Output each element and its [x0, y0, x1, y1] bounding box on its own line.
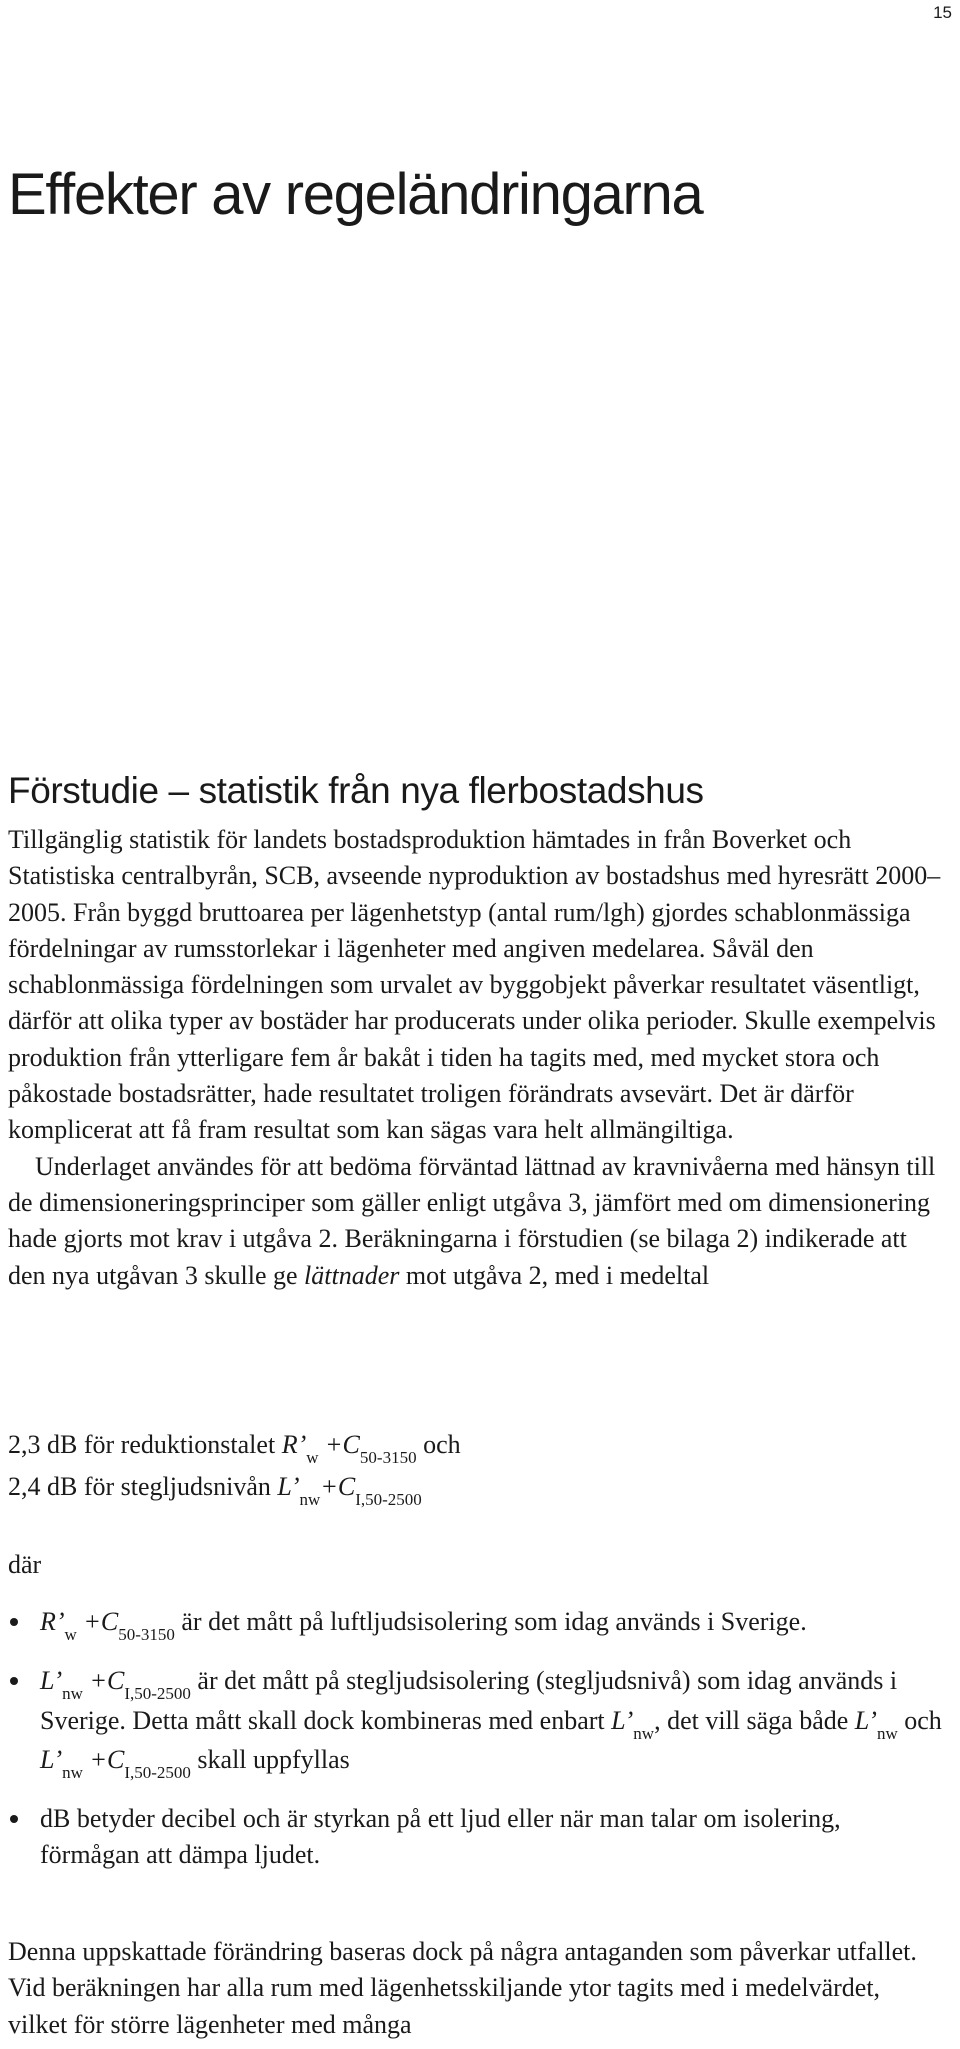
symbol-plus-c: +C — [89, 1666, 125, 1696]
symbol-l-prime: L’ — [611, 1705, 634, 1735]
subscript-ci-range: I,50-2500 — [124, 1684, 191, 1704]
list-item — [8, 1663, 943, 1781]
paragraph-forandring: Denna uppskattade förändring baseras dock på några antaganden som påverkar utfallet. Vid beräkningen har alla rum med lägenhetsskiljande ytor tagits med i medelvärdet, vilket för större lägenheter med många — [8, 1937, 917, 2039]
list-item-text: dB betyder decibel och är styrkan på ett ljud eller när man talar om isolering, förmågan att dämpa ljudet. — [40, 1804, 841, 1870]
symbol-plus-c: +C — [325, 1430, 360, 1459]
list-item-text: skall uppfyllas — [197, 1744, 350, 1774]
formula-reduktionstal — [8, 1430, 461, 1467]
bullet-icon — [10, 1815, 18, 1823]
paragraph-underlag-tail: mot utgåva 2, med i medeltal — [405, 1260, 710, 1290]
list-item-text: , det vill säga både — [654, 1705, 849, 1735]
subscript-nw: nw — [633, 1723, 655, 1743]
dar-label: där — [8, 1550, 42, 1579]
body-text-continued — [8, 1934, 943, 2043]
bullet-icon — [10, 1618, 18, 1626]
list-item-text: och — [904, 1705, 942, 1735]
subscript-ci-range: I,50-2500 — [124, 1762, 191, 1782]
symbol-plus-c: +C — [83, 1607, 119, 1636]
symbol-l-prime: L’ — [854, 1705, 877, 1735]
subscript-w: w — [64, 1625, 77, 1644]
symbol-r-prime: R’ — [281, 1430, 307, 1459]
subscript-c-range: 50-3150 — [118, 1625, 175, 1644]
subscript-nw: nw — [62, 1684, 83, 1704]
list-item — [8, 1604, 943, 1643]
formula-stegljudsniva — [8, 1472, 422, 1509]
subscript-nw: nw — [876, 1723, 898, 1743]
paragraph-underlag — [8, 1149, 943, 1294]
definition-list — [8, 1604, 943, 1894]
paragraph-statistics: Tillgänglig statistik för landets bostadsproduktion hämtades in från Boverket och Statistiska centralbyrån, SCB, avseende nyproduktion av bostadshus med hyresrätt 2000–2005. Från byggd bruttoarea per lägenhetstyp (antal rum/lgh) gjordes schablonmässiga fördelningar av rumsstorlekar i lägenheter med angiven medelarea. Såväl den schablonmässiga fördelningen som urvalet av byggobjekt påverkar resultatet väsentligt, därför att olika typer av bostäder har producerats under olika perioder. Skulle exempelvis produktion från ytterligare fem år bakåt i tiden ha tagits med, med mycket stora och påkostade bostadsrätter, hade resultatet troligen förändrats avsevärt. Det är därför komplicerat att få fram resultat som kan sägas vara helt allmängiltiga. — [8, 825, 941, 1145]
symbol-plus-c: +C — [89, 1744, 125, 1774]
symbol-l-prime: L’ — [277, 1472, 300, 1501]
body-text — [8, 822, 943, 1294]
symbol-l-prime: L’ — [40, 1666, 63, 1696]
list-item-text: är det mått på luftljudsisolering som idag används i Sverige. — [181, 1607, 807, 1636]
list-item — [8, 1801, 943, 1874]
page-number: 15 — [933, 3, 952, 22]
list-item-text: är det mått på stegljudsisolering (stegljudsnivå) som idag används i Sverige. Detta mått skall dock kombineras med enbart — [40, 1666, 898, 1735]
symbol-r-prime: R’ — [40, 1607, 65, 1636]
subscript-w: w — [306, 1448, 319, 1467]
emphasis-lattnader: lättnader — [304, 1260, 400, 1290]
formula-prefix: 2,4 dB för stegljudsnivån — [8, 1472, 271, 1501]
subscript-nw: nw — [299, 1490, 321, 1509]
paragraph-underlag-text: Underlaget användes för att bedöma förväntad lättnad av kravnivåerna med hänsyn till de dimensioneringsprinciper som gäller enligt utgåva 3, jämfört med om dimensionering hade gjorts mot krav i utgåva 2. Beräkningarna i förstudien (se bilaga 2) indikerade att den nya utgåvan 3 skulle ge — [8, 1151, 936, 1290]
bullet-icon — [10, 1677, 18, 1685]
section-title: Förstudie – statistik från nya flerbostadshus — [8, 770, 704, 811]
formula-prefix: 2,3 dB för reduktionstalet — [8, 1430, 276, 1459]
subscript-c-range: 50-3150 — [359, 1448, 417, 1467]
symbol-plus-c: +C — [320, 1472, 356, 1501]
symbol-l-prime: L’ — [40, 1744, 63, 1774]
subscript-ci-range: I,50-2500 — [355, 1490, 422, 1509]
chapter-title: Effekter av regeländringarna — [8, 162, 703, 227]
formula-suffix: och — [423, 1430, 461, 1459]
subscript-nw: nw — [62, 1762, 83, 1782]
